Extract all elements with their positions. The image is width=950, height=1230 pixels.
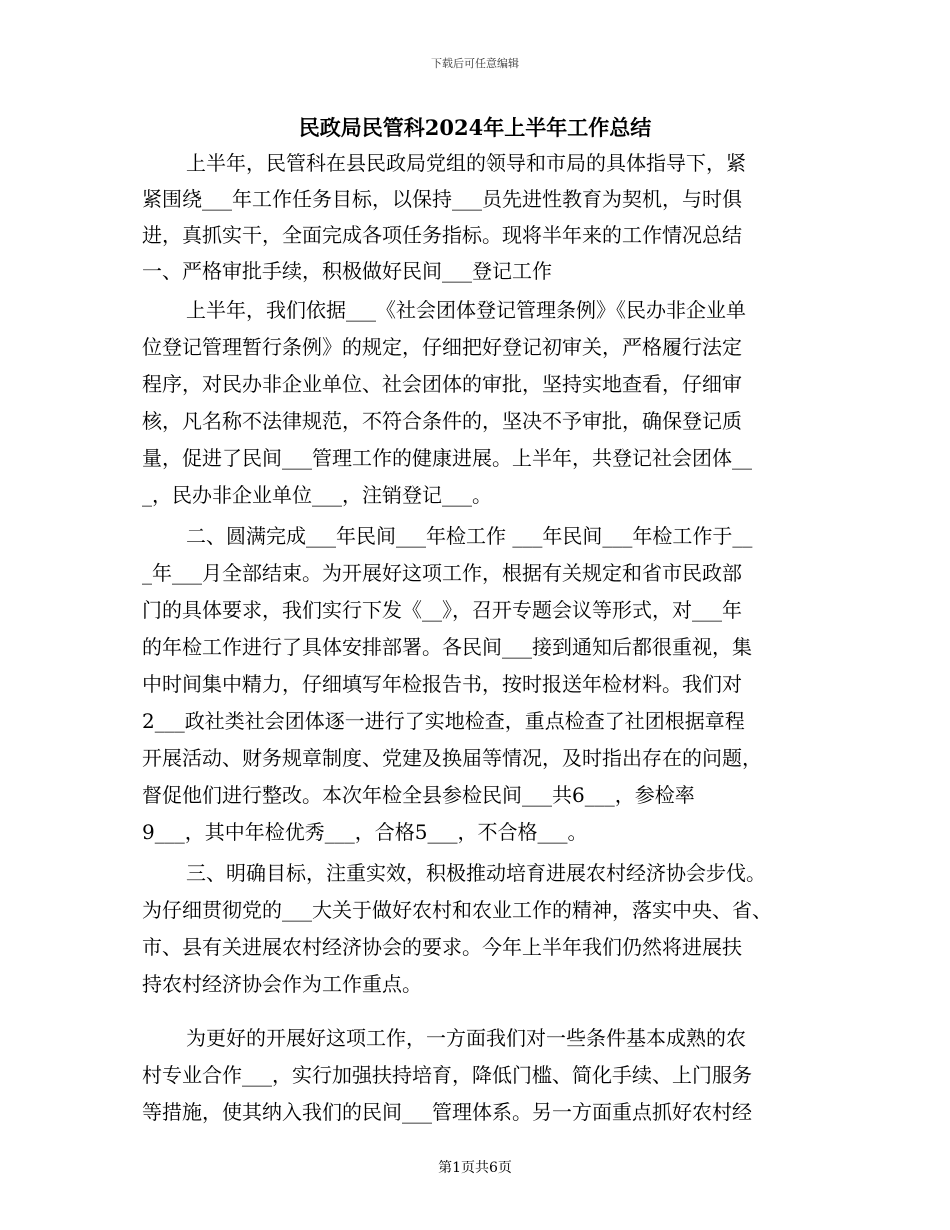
text-line: 上半年，民管科在县民政局党组的领导和市局的具体指导下，紧	[186, 151, 746, 175]
text-line: 为仔细贯彻党的___大关于做好农村和农业工作的精神，落实中央、省、	[142, 898, 772, 922]
text-line: 的年检工作进行了具体安排部署。各民间___接到通知后都很重视，集	[142, 635, 752, 659]
text-line: 进，真抓实干，全面完成各项任务指标。现将半年来的工作情况总结	[142, 223, 742, 247]
page-header: 下载后可任意编辑	[431, 57, 519, 70]
text-line: 为更好的开展好这项工作，一方面我们对一些条件基本成熟的农	[186, 1026, 746, 1050]
text-line: 村专业合作___，实行加强扶持培育，降低门槛、简化手续、上门服务	[142, 1063, 752, 1087]
text-line: 紧围绕___年工作任务目标，以保持___员先进性教育为契机，与时俱	[142, 187, 742, 211]
section-heading: 一、严格审批手续，积极做好民间___登记工作	[142, 259, 552, 283]
text-line: 程序，对民办非企业单位、社会团体的审批，坚持实地查看，仔细审	[142, 372, 742, 396]
text-line: 开展活动、财务规章制度、党建及换届等情况，及时指出存在的问题，	[142, 746, 762, 770]
text-line: 位登记管理暂行条例》的规定，仔细把好登记初审关，严格履行法定	[142, 335, 742, 359]
text-line: 9___，其中年检优秀___，合格5___，不合格___。	[142, 820, 588, 844]
page-footer: 第1页共6页	[438, 1160, 512, 1176]
text-line: 门的具体要求，我们实行下发《__》，召开专题会议等形式，对___年	[142, 598, 742, 622]
text-line: 上半年，我们依据___《社会团体登记管理条例》《民办非企业单	[186, 298, 746, 322]
text-line: 市、县有关进展农村经济协会的要求。今年上半年我们仍然将进展扶	[142, 935, 742, 959]
text-line: 等措施，使其纳入我们的民间___管理体系。另一方面重点抓好农村经	[142, 1100, 752, 1124]
text-line: 二、圆满完成___年民间___年检工作 ___年民间___年检工作于__	[186, 524, 753, 548]
text-line: 中时间集中精力，仔细填写年检报告书，按时报送年检材料。我们对	[142, 672, 742, 696]
text-line: _年___月全部结束。为开展好这项工作，根据有关规定和省市民政部	[142, 561, 742, 585]
text-line: 核，凡名称不法律规范，不符合条件的，坚决不予审批，确保登记质	[142, 409, 742, 433]
text-line: 持农村经济协会作为工作重点。	[142, 972, 422, 996]
text-line: 2___政社类社会团体逐一进行了实地检查，重点检查了社团根据章程	[142, 709, 745, 733]
document-title: 民政局民管科2024年上半年工作总结	[298, 115, 652, 140]
text-line: 督促他们进行整改。本次年检全县参检民间___共6___，参检率	[142, 783, 695, 807]
section-heading: 三、明确目标，注重实效，积极推动培育进展农村经济协会步伐。	[186, 861, 766, 885]
text-line: _，民办非企业单位___，注销登记___。	[142, 483, 492, 507]
text-line: 量，促进了民间___管理工作的健康进展。上半年，共登记社会团体__	[142, 446, 752, 470]
